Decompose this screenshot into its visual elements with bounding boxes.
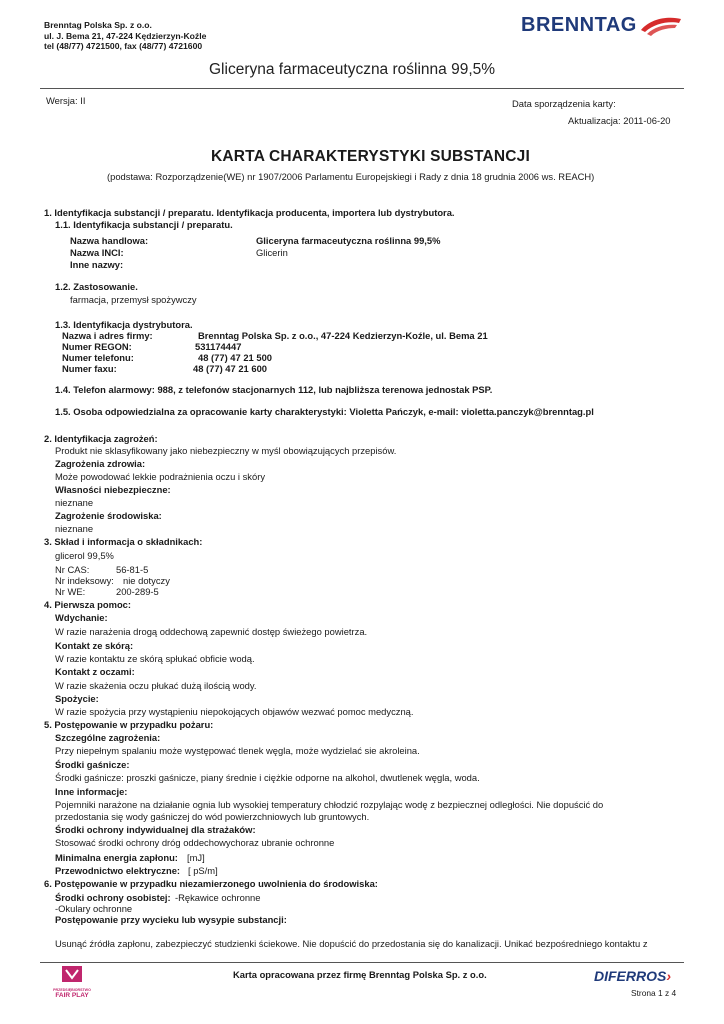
main-title: KARTA CHARAKTERYSTYKI SUBSTANCJI <box>211 148 530 165</box>
company-contact: tel (48/77) 4721500, fax (48/77) 4721600 <box>44 41 203 51</box>
conductivity-value: [ pS/m] <box>188 865 218 876</box>
fax-value: 48 (77) 47 21 600 <box>193 363 268 374</box>
dangerous-properties-text: nieznane <box>55 497 94 508</box>
fair-play-logo: PRZEDSIĘBIORSTWO FAIR PLAY <box>52 965 92 1000</box>
we-value: 200-289-5 <box>116 586 159 597</box>
glycerol-content: glicerol 99,5% <box>55 550 114 561</box>
firefighter-ppe-label: Środki ochrony indywidualnej dla strażaków: <box>55 824 256 835</box>
trade-name-label: Nazwa handlowa: <box>70 235 149 246</box>
section-2-heading: 2. Identyfikacja zagrożeń: <box>44 433 158 444</box>
eye-contact-label: Kontakt z oczami: <box>55 666 135 677</box>
special-hazards-label: Szczególne zagrożenia: <box>55 732 161 743</box>
special-hazards-text: Przy niepełnym spalaniu może występować tlenek węgla, może wydzielać sie akroleina. <box>55 745 420 756</box>
page-number: Strona 1 z 4 <box>631 988 677 998</box>
personal-protection-value: -Rękawice ochronne <box>175 892 261 903</box>
personal-protection-label: Środki ochrony osobistej: <box>55 892 171 903</box>
we-label: Nr WE: <box>55 586 86 597</box>
phone-label: Numer telefonu: <box>62 352 134 363</box>
regon-value: 531174447 <box>195 341 242 352</box>
section-4-heading: 4. Pierwsza pomoc: <box>44 599 132 610</box>
fair-play-heart-icon <box>61 965 83 983</box>
diferros-logo: DIFERROS› <box>594 968 672 984</box>
extinguishing-label: Środki gaśnicze: <box>55 759 130 770</box>
section-1-5: 1.5. Osoba odpowiedzialna za opracowanie karty charakterystyki: Violetta Pańczyk, e-mail: violetta.panczyk@brenntag.pl <box>55 406 594 417</box>
env-hazards-label: Zagrożenie środowiska: <box>55 510 162 521</box>
min-ignition-energy-value: [mJ] <box>187 852 205 863</box>
company-name: Brenntag Polska Sp. z o.o. <box>44 20 152 30</box>
skin-contact-text: W razie kontaktu ze skórą spłukać obficie wodą. <box>55 653 255 664</box>
extinguishing-text: Środki gaśnicze: proszki gaśnicze, piany średnie i ciężkie odporne na alkohol, dwutlenek węgla, woda. <box>55 772 480 783</box>
section-1-2-heading: 1.2. Zastosowanie. <box>55 281 138 292</box>
conductivity-label: Przewodnictwo elektryczne: <box>55 865 181 876</box>
section-1-heading: 1. Identyfikacja substancji / preparatu. Identyfikacja producenta, importera lub dystrybutora. <box>44 207 455 218</box>
firm-label: Nazwa i adres firmy: <box>62 330 153 341</box>
skin-contact-label: Kontakt ze skórą: <box>55 640 134 651</box>
diferros-arrow-icon: › <box>666 968 672 984</box>
firm-value: Brenntag Polska Sp. z o.o., 47-224 Kedzierzyn-Koźle, ul. Bema 21 <box>198 330 488 341</box>
logo-swoosh-icon <box>639 16 683 40</box>
section-1-4: 1.4. Telefon alarmowy: 988, z telefonów stacjonarnych 112, lub najbliższa terenowa jednostak PSP. <box>55 384 493 395</box>
document-title: Gliceryna farmaceutyczna roślinna 99,5% <box>209 61 496 78</box>
index-label: Nr indeksowy: <box>55 575 114 586</box>
other-info-text-1: Pojemniki narażone na działanie ognia lub wysokiej temperatury chłodzić rozpylając wodę z bezpiecznej odległości. Nie dopuścić do <box>55 799 604 810</box>
other-info-label: Inne informacje: <box>55 786 128 797</box>
spill-procedure-text: Usunąć źródła zapłonu, zabezpieczyć studzienki ściekowe. Nie dopuścić do przedostania się do kanalizacji. Unikać bezpośredniego kontaktu z <box>55 938 648 949</box>
update-date: Aktualizacja: 2011-06-20 <box>568 115 671 126</box>
section-6-heading: 6. Postępowanie w przypadku niezamierzonego uwolnienia do środowiska: <box>44 878 378 889</box>
header-divider <box>40 88 684 89</box>
legal-basis: (podstawa: Rozporządzenie(WE) nr 1907/2006 Parlamentu Europejskiegi i Rady z dnia 18 grudnia 2006 ws. REACH) <box>107 171 595 182</box>
inhalation-label: Wdychanie: <box>55 612 108 623</box>
cas-label: Nr CAS: <box>55 564 90 575</box>
brenntag-logo: BRENNTAG <box>521 14 637 37</box>
health-hazards-text: Może powodować lekkie podrażnienia oczu i skóry <box>55 471 266 482</box>
section-2-text: Produkt nie sklasyfikowany jako niebezpieczny w myśl obowiązujących przepisów. <box>55 445 397 456</box>
cas-value: 56-81-5 <box>116 564 149 575</box>
ingestion-text: W razie spożycia przy wystąpieniu niepokojących objawów wezwać pomoc medyczną. <box>55 706 414 717</box>
footer-credit: Karta opracowana przez firmę Brenntag Polska Sp. z o.o. <box>233 969 487 980</box>
footer-divider <box>40 962 684 963</box>
section-3-heading: 3. Skład i informacja o składnikach: <box>44 536 203 547</box>
regon-label: Numer REGON: <box>62 341 132 352</box>
eye-contact-text: W razie skażenia oczu płukać dużą ilością wody. <box>55 680 257 691</box>
trade-name-value: Gliceryna farmaceutyczna roślinna 99,5% <box>256 235 441 246</box>
min-ignition-energy-label: Minimalna energia zapłonu: <box>55 852 178 863</box>
firefighter-ppe-text: Stosować środki ochrony dróg oddechowychoraz ubranie ochronne <box>55 837 335 848</box>
dangerous-properties-label: Własności niebezpieczne: <box>55 484 171 495</box>
section-1-1-heading: 1.1. Identyfikacja substancji / preparatu. <box>55 219 233 230</box>
phone-value: 48 (77) 47 21 500 <box>198 352 273 363</box>
index-value: nie dotyczy <box>123 575 170 586</box>
goggles-text: -Okulary ochronne <box>55 903 133 914</box>
section-1-3-heading: 1.3. Identyfikacja dystrybutora. <box>55 319 193 330</box>
inci-value: Glicerin <box>256 247 288 258</box>
inhalation-text: W razie narażenia drogą oddechową zapewnić dostęp świeżego powietrza. <box>55 626 368 637</box>
health-hazards-label: Zagrożenia zdrowia: <box>55 458 146 469</box>
env-hazards-text: nieznane <box>55 523 94 534</box>
date-created-label: Data sporządzenia karty: <box>512 98 616 109</box>
company-address: ul. J. Bema 21, 47-224 Kędzierzyn-Koźle <box>44 30 207 41</box>
section-5-heading: 5. Postępowanie w przypadku pożaru: <box>44 719 214 730</box>
fax-label: Numer faxu: <box>62 363 117 374</box>
other-names-label: Inne nazwy: <box>70 259 124 270</box>
ingestion-label: Spożycie: <box>55 693 99 704</box>
inci-label: Nazwa INCI: <box>70 247 124 258</box>
usage-text: farmacja, przemysł spożywczy <box>70 294 197 305</box>
other-info-text-2: przedostania się wody gaśniczej do wód powierzchniowych lub gruntowych. <box>55 811 370 822</box>
version: Wersja: II <box>46 95 86 106</box>
spill-procedure-label: Postępowanie przy wycieku lub wysypie substancji: <box>55 914 287 925</box>
